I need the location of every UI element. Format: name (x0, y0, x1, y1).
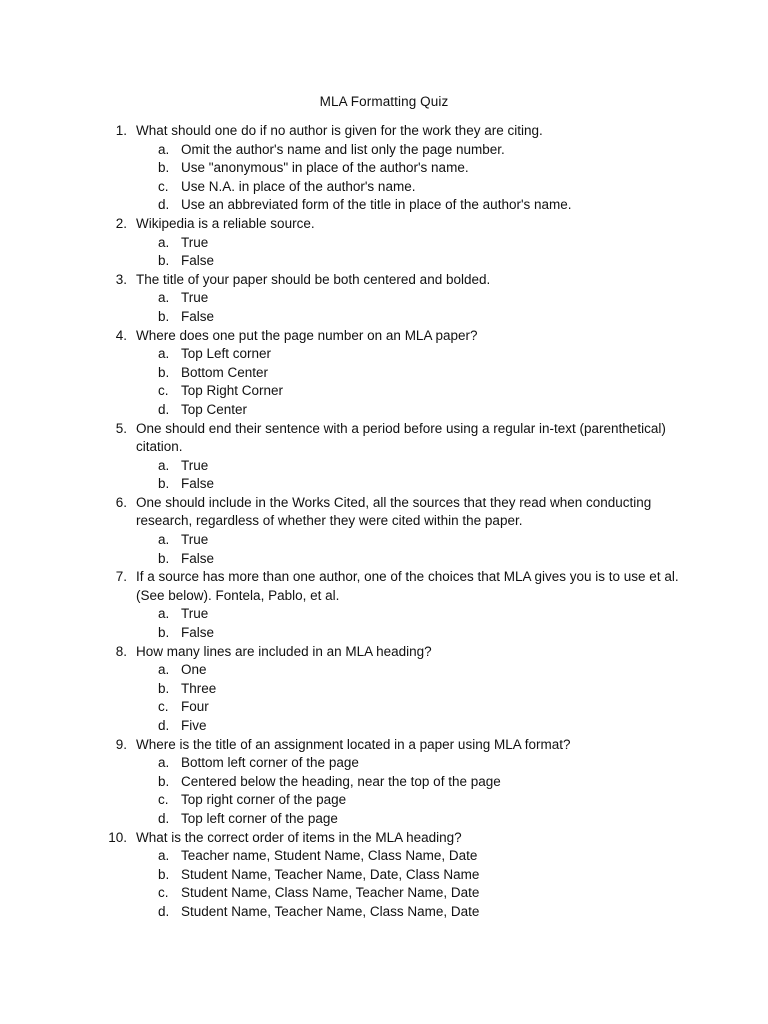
answer-option (136, 382, 688, 401)
answer-option (136, 810, 688, 829)
question-number: 4. (115, 327, 127, 343)
answer-options (136, 234, 688, 271)
question-text: One should include in the Works Cited, all the sources that they read when conducting research, regardless of whether they were cited within the paper. (136, 494, 652, 529)
option-letter: b. (158, 773, 170, 789)
option-text: True (181, 234, 209, 250)
answer-option (136, 364, 688, 383)
option-letter: c. (158, 383, 169, 399)
question-number: 3. (115, 271, 127, 287)
option-letter: a. (158, 457, 170, 473)
option-text: Top Center (181, 401, 248, 417)
answer-option (136, 401, 688, 420)
answer-options (136, 345, 688, 419)
answer-option (136, 717, 688, 736)
option-letter: a. (158, 755, 170, 771)
option-text: Centered below the heading, near the top of the page (181, 773, 501, 789)
quiz-title: MLA Formatting Quiz (319, 94, 449, 109)
option-letter: a. (158, 346, 170, 362)
option-letter: d. (158, 810, 170, 826)
question-number: 8. (115, 643, 127, 659)
answer-options (136, 289, 688, 326)
answer-option (136, 475, 688, 494)
option-letter: d. (158, 718, 170, 733)
option-letter: a. (158, 662, 170, 678)
option-letter: d. (158, 903, 170, 919)
option-text: False (181, 625, 215, 641)
question-item (0, 420, 768, 494)
answer-options (136, 141, 688, 215)
question-text: If a source has more than one author, one of the choices that MLA gives you is to use et al. (See below). Fontela, Pablo, et al. (136, 569, 679, 603)
question-text: Where is the title of an assignment located in a paper using MLA format? (136, 736, 571, 752)
option-text: Teacher name, Student Name, Class Name, Date (181, 848, 478, 864)
answer-option (136, 698, 688, 717)
option-letter: c. (158, 885, 169, 901)
option-text: Use N.A. in place of the author's name. (181, 178, 416, 194)
option-letter: b. (158, 625, 170, 641)
option-letter: a. (158, 234, 170, 250)
answer-option (136, 847, 688, 866)
option-letter: b. (158, 550, 170, 566)
question-number: 7. (115, 569, 127, 585)
option-text: Top right corner of the page (181, 792, 347, 808)
question-item (0, 736, 768, 829)
option-text: Student Name, Teacher Name, Date, Class Name (181, 866, 480, 882)
question-item (0, 829, 768, 922)
answer-option (136, 308, 688, 327)
answer-options (136, 531, 688, 568)
answer-option (136, 178, 688, 197)
option-text: Student Name, Teacher Name, Class Name, Date (181, 903, 480, 919)
question-number: 10. (108, 829, 127, 845)
question-text: Wikipedia is a reliable source. (136, 215, 315, 231)
answer-option (136, 624, 688, 643)
answer-options (136, 457, 688, 494)
question-text: How many lines are included in an MLA heading? (136, 643, 432, 659)
option-text: Use "anonymous" in place of the author's name. (181, 160, 469, 176)
option-text: Use an abbreviated form of the title in place of the author's name. (181, 197, 572, 213)
question-text: What is the correct order of items in the MLA heading? (136, 829, 462, 845)
answer-option (136, 680, 688, 699)
answer-options (136, 661, 688, 735)
option-letter: c. (158, 178, 169, 194)
question-list (0, 122, 768, 922)
question-item (0, 568, 768, 642)
option-letter: b. (158, 680, 170, 696)
answer-option (136, 159, 688, 178)
option-letter: a. (158, 290, 170, 306)
question-number: 6. (115, 494, 127, 510)
option-text: Bottom Center (181, 364, 269, 380)
answer-option (136, 754, 688, 773)
answer-option (136, 345, 688, 364)
answer-options (136, 847, 688, 921)
question-text: The title of your paper should be both centered and bolded. (136, 271, 491, 287)
answer-option (136, 234, 688, 253)
answer-option (136, 661, 688, 680)
question-number: 1. (115, 123, 127, 138)
option-letter: b. (158, 866, 170, 882)
answer-option (136, 531, 688, 550)
option-text: False (181, 308, 215, 324)
answer-option (136, 289, 688, 308)
option-letter: c. (158, 699, 169, 715)
question-number: 9. (115, 736, 127, 752)
option-letter: c. (158, 792, 169, 808)
question-text: Where does one put the page number on an MLA paper? (136, 327, 478, 343)
option-letter: d. (158, 197, 170, 213)
option-letter: b. (158, 160, 170, 176)
question-text: One should end their sentence with a period before using a regular in-text (parenthetical) citation. (136, 420, 666, 455)
answer-option (136, 773, 688, 792)
option-letter: b. (158, 364, 170, 380)
option-letter: b. (158, 308, 170, 324)
option-letter: a. (158, 141, 170, 157)
option-text: True (181, 532, 209, 548)
question-item (0, 643, 768, 736)
option-text: Three (181, 680, 217, 696)
option-letter: a. (158, 848, 170, 864)
question-item (0, 215, 768, 271)
option-letter: a. (158, 606, 170, 622)
answer-option (136, 196, 688, 215)
option-text: Omit the author's name and list only the page number. (181, 141, 505, 157)
answer-option (136, 550, 688, 569)
answer-options (136, 605, 688, 642)
option-text: Bottom left corner of the page (181, 755, 359, 771)
option-letter: b. (158, 253, 170, 269)
option-text: False (181, 253, 215, 269)
option-text: Four (181, 699, 209, 715)
question-item (0, 271, 768, 327)
question-number: 5. (115, 420, 127, 436)
option-text: False (181, 550, 215, 566)
option-text: True (181, 606, 209, 622)
option-letter: b. (158, 476, 170, 492)
answer-option (136, 252, 688, 271)
question-number: 2. (115, 215, 127, 231)
question-text: What should one do if no author is given for the work they are citing. (136, 123, 543, 138)
answer-option (136, 791, 688, 810)
answer-option (136, 605, 688, 624)
answer-options (136, 754, 688, 828)
answer-option (136, 457, 688, 476)
option-letter: a. (158, 532, 170, 548)
option-text: Student Name, Class Name, Teacher Name, Date (181, 885, 480, 901)
answer-option (136, 866, 688, 885)
question-item (0, 494, 768, 568)
answer-option (136, 903, 688, 922)
option-text: One (181, 662, 207, 678)
answer-option (136, 884, 688, 903)
option-text: Top left corner of the page (181, 810, 338, 826)
question-item (0, 327, 768, 420)
option-text: Top Left corner (181, 346, 272, 362)
answer-option (136, 141, 688, 160)
option-text: True (181, 290, 209, 306)
option-text: Top Right Corner (181, 383, 284, 399)
option-text: True (181, 457, 209, 473)
question-item (0, 122, 768, 215)
option-text: Five (181, 718, 207, 733)
option-letter: d. (158, 401, 170, 417)
option-text: False (181, 476, 215, 492)
